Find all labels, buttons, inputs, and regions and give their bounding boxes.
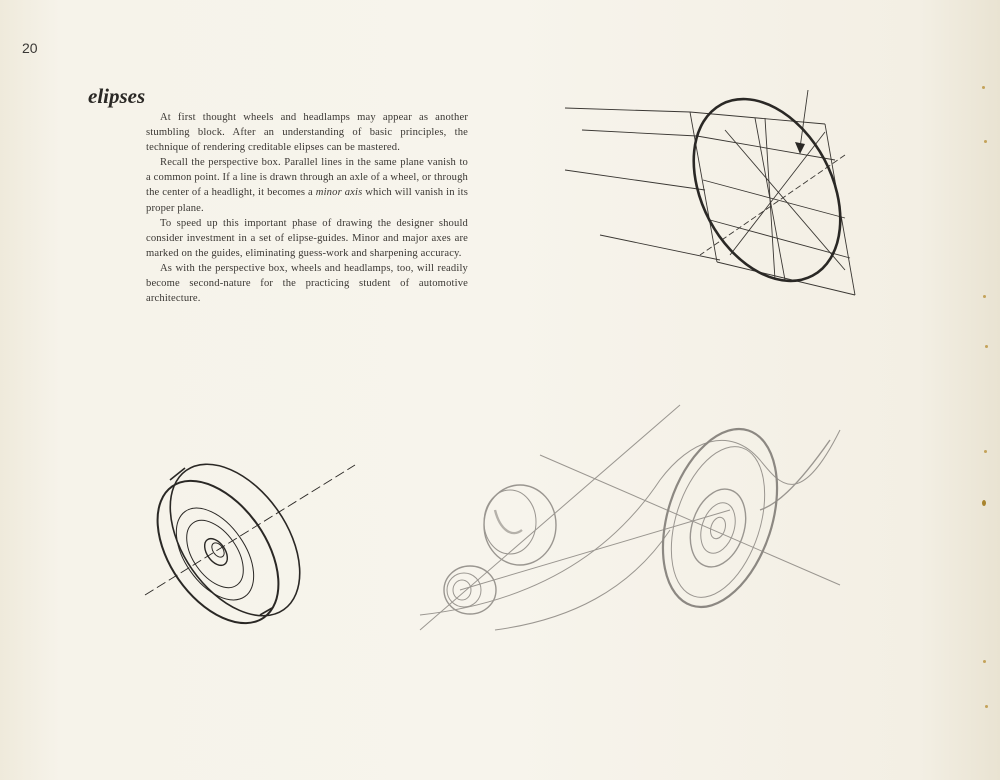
fender-wheel-headlamp-sketch xyxy=(400,400,850,640)
minor-axis-term: minor axis xyxy=(315,187,363,199)
perspective-box-ellipse-diagram xyxy=(560,90,860,305)
paragraph-2-after: which will vanish in its proper plane. xyxy=(146,187,468,214)
paragraph-1: At first thought wheels and headlamps may appear as another stumbling block. After an understanding of basic principles, the technique of rendering creditable elipses can be mastered. xyxy=(146,112,468,154)
paragraph-4: As with the perspective box, wheels and headlamps, too, will readily become second-nature for the practicing student of automotive architecture. xyxy=(146,262,468,305)
body-text xyxy=(146,110,468,306)
tire-wheel-axis-drawing xyxy=(140,440,370,640)
page-number: 20 xyxy=(22,40,38,56)
paragraph-2-before: Recall the perspective box. Parallel lines in the same plane vanish to a common point. If a line is drawn through an axle of a wheel, or through the center of a headlight, it becomes a xyxy=(146,157,468,199)
section-title: elipses xyxy=(88,84,146,108)
paragraph-2 xyxy=(146,155,468,215)
paragraph-3: To speed up this important phase of drawing the designer should consider investment in a set of elipse-guides. Minor and major axes are marked on the guides, eliminating guess-work and sharpening accuracy. xyxy=(146,217,468,259)
